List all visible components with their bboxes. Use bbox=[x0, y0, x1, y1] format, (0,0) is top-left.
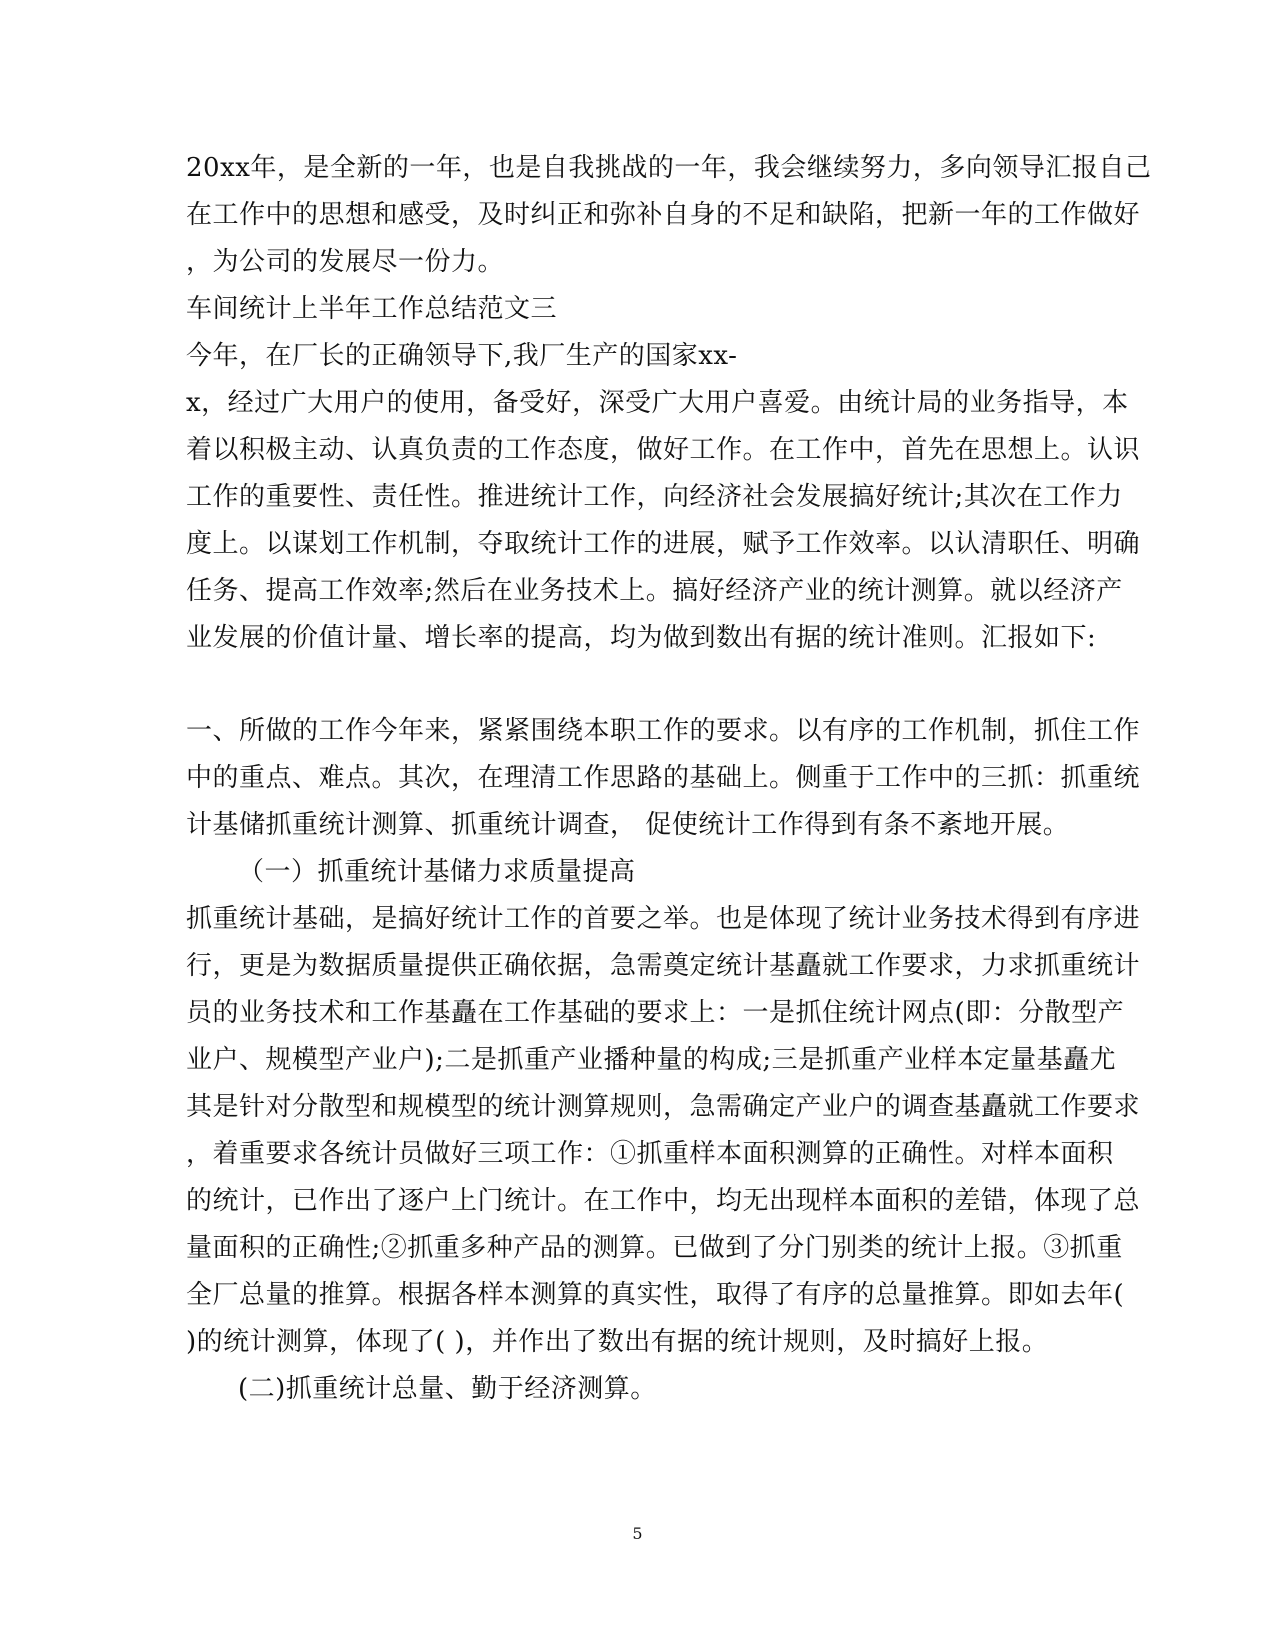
text-line: 今年，在厂长的正确领导下,我厂生产的国家xx- bbox=[186, 341, 738, 371]
text-line: 业户、规模型产业户);二是抓重产业播种量的构成;三是抓重产业样本定量基矗尤 bbox=[186, 1045, 1117, 1075]
text-line: 计基储抓重统计测算、抓重统计调查， 促使统计工作得到有条不紊地开展。 bbox=[186, 810, 1070, 840]
text-line: 中的重点、难点。其次，在理清工作思路的基础上。侧重于工作中的三抓：抓重统 bbox=[186, 763, 1141, 793]
text-line: 其是针对分散型和规模型的统计测算规则，急需确定产业户的调查基矗就工作要求 bbox=[186, 1092, 1141, 1122]
section-heading: 车间统计上半年工作总结范文三 bbox=[186, 294, 558, 324]
text-line: 着以积极主动、认真负责的工作态度，做好工作。在工作中，首先在思想上。认识 bbox=[186, 435, 1141, 465]
text-line: 行，更是为数据质量提供正确依据，急需奠定统计基矗就工作要求，力求抓重统计 bbox=[186, 951, 1141, 981]
text-line: 在工作中的思想和感受，及时纠正和弥补自身的不足和缺陷，把新一年的工作做好 bbox=[186, 200, 1141, 230]
text-line: 员的业务技术和工作基矗在工作基础的要求上：一是抓住统计网点(即：分散型产 bbox=[186, 998, 1125, 1028]
text-line: 工作的重要性、责任性。推进统计工作，向经济社会发展搞好统计;其次在工作力 bbox=[186, 482, 1123, 512]
subsection-heading: （一）抓重统计基储力求质量提高 bbox=[238, 857, 636, 887]
text-line: 任务、提高工作效率;然后在业务技术上。搞好经济产业的统计测算。就以经济产 bbox=[186, 576, 1123, 606]
text-line: 量面积的正确性;②抓重多种产品的测算。已做到了分门别类的统计上报。③抓重 bbox=[186, 1233, 1123, 1263]
text-line: 的统计，已作出了逐户上门统计。在工作中，均无出现样本面积的差错，体现了总 bbox=[186, 1186, 1141, 1216]
text-line: 一、所做的工作今年来，紧紧围绕本职工作的要求。以有序的工作机制，抓住工作 bbox=[186, 716, 1141, 746]
text-line: 业发展的价值计量、增长率的提高，均为做到数出有据的统计准则。汇报如下: bbox=[186, 623, 1097, 653]
text-line: )的统计测算，体现了( )，并作出了数出有据的统计规则，及时搞好上报。 bbox=[186, 1327, 1049, 1357]
text-line: 度上。以谋划工作机制，夺取统计工作的进展，赋予工作效率。以认清职任、明确 bbox=[186, 529, 1141, 559]
text-line: 20xx年，是全新的一年，也是自我挑战的一年，我会继续努力，多向领导汇报自己 bbox=[186, 153, 1152, 183]
text-line: ，着重要求各统计员做好三项工作：①抓重样本面积测算的正确性。对样本面积 bbox=[186, 1139, 1114, 1169]
text-line: 抓重统计基础，是搞好统计工作的首要之举。也是体现了统计业务技术得到有序进 bbox=[186, 904, 1141, 934]
text-line: x，经过广大用户的使用，备受好，深受广大用户喜爱。由统计局的业务指导，本 bbox=[186, 388, 1129, 418]
page-number: 5 bbox=[632, 1524, 643, 1543]
text-line: ，为公司的发展尽一份力。 bbox=[186, 247, 505, 277]
text-line: 全厂总量的推算。根据各样本测算的真实性，取得了有序的总量推算。即如去年( bbox=[186, 1280, 1125, 1310]
subsection-heading: (二)抓重统计总量、勤于经济测算。 bbox=[238, 1374, 657, 1404]
